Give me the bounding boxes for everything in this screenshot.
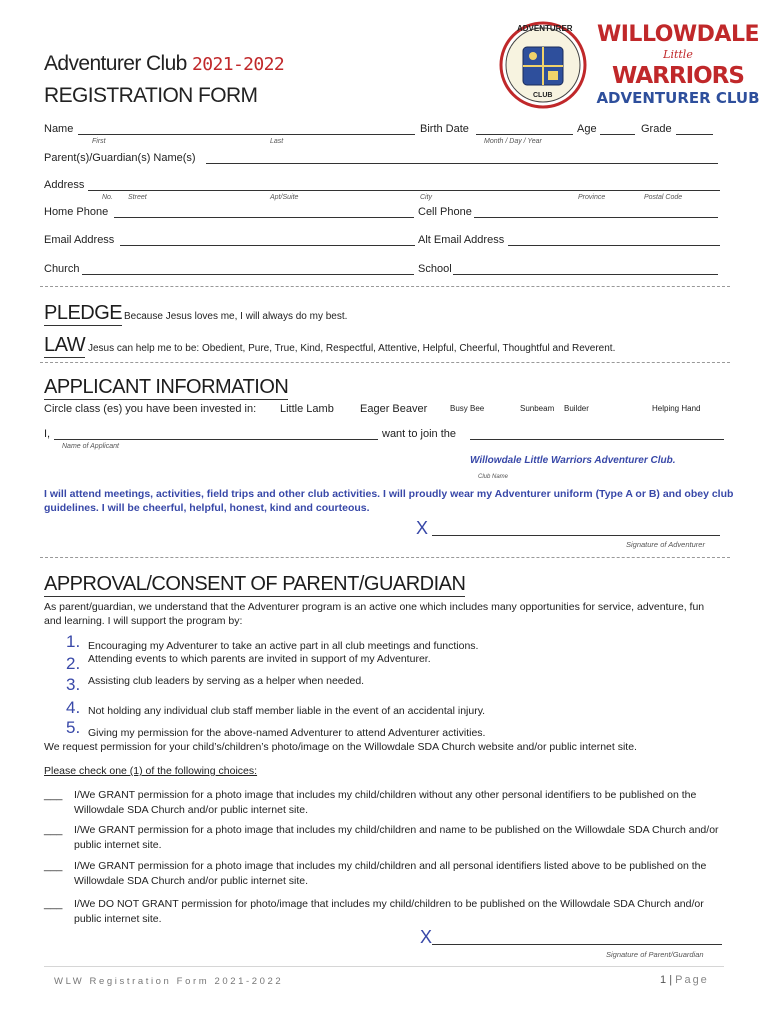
club-logo-text: WILLOWDALE Little WARRIORS ADVENTURER CLUB <box>596 22 760 107</box>
section-divider <box>40 362 730 363</box>
law-heading: LAW <box>44 334 86 356</box>
adventurer-signature-field[interactable] <box>432 535 720 536</box>
footer-rule <box>44 966 724 967</box>
form-subtitle: REGISTRATION FORM <box>44 84 258 107</box>
name-label: Name <box>44 123 74 135</box>
parent-label: Parent(s)/Guardian(s) Name(s) <box>44 152 196 164</box>
club-name-value: Willowdale Little Warriors Adventurer Club. <box>470 455 676 466</box>
name-field[interactable] <box>78 134 415 135</box>
age-label: Age <box>577 123 597 135</box>
consent-item: Giving my permission for the above-named Adventurer to attend Adventurer activities. <box>88 727 486 739</box>
church-label: Church <box>44 263 80 275</box>
law-text: Jesus can help me to be: Obedient, Pure, True, Kind, Respectful, Attentive, Helpful, Cheerful, Thoughtful and Reverent. <box>88 343 616 354</box>
address-label: Address <box>44 179 85 191</box>
school-label: School <box>418 263 452 275</box>
signature-x: X <box>420 927 433 947</box>
pledge-heading: PLEDGE <box>44 302 123 324</box>
choice-checkbox[interactable]: ___ <box>44 860 63 872</box>
consent-item: Encouraging my Adventurer to take an active part in all club meetings and functions. <box>88 640 479 652</box>
choice-checkbox[interactable]: ___ <box>44 898 63 910</box>
form-title: Adventurer Club 2021-2022 <box>44 52 285 75</box>
age-field[interactable] <box>600 134 635 135</box>
home-phone-field[interactable] <box>114 217 414 218</box>
alt-email-field[interactable] <box>508 245 720 246</box>
i-label: I, <box>44 428 51 440</box>
class-busy-bee[interactable]: Busy Bee <box>450 404 485 413</box>
class-sunbeam[interactable]: Sunbeam <box>520 404 555 413</box>
club-logo-badge: ADVENTURER CLUB <box>495 20 595 110</box>
consent-item: Assisting club leaders by serving as a helper when needed. <box>88 675 365 687</box>
parent-field[interactable] <box>206 163 718 164</box>
alt-email-label: Alt Email Address <box>418 234 505 246</box>
footer-title: WLW Registration Form 2021-2022 <box>54 976 284 987</box>
club-name-field[interactable] <box>470 439 724 440</box>
signature-x: X <box>416 518 429 538</box>
home-phone-label: Home Phone <box>44 206 109 218</box>
class-builder[interactable]: Builder <box>564 404 589 413</box>
choice-text: I/We GRANT permission for a photo image that includes my child/children and all personal identifiers listed above to be published on the Willowdale SDA Church and/or public internet site. <box>74 860 707 887</box>
pledge-text: Because Jesus loves me, I will always do my best. <box>124 311 348 322</box>
consent-item: Not holding any individual club staff member liable in the event of an accidental injury. <box>88 705 486 717</box>
consent-item: Attending events to which parents are invited in support of my Adventurer. <box>88 653 431 665</box>
email-label: Email Address <box>44 234 115 246</box>
photo-request: We request permission for your child’s/children’s photo/image on the Willowdale SDA Church website and/or public internet site. <box>44 741 637 753</box>
birth-date-field[interactable] <box>476 134 573 135</box>
consent-heading: APPROVAL/CONSENT OF PARENT/GUARDIAN <box>44 573 466 595</box>
school-field[interactable] <box>453 274 718 275</box>
class-eager-beaver[interactable]: Eager Beaver <box>360 403 428 415</box>
grade-label: Grade <box>641 123 672 135</box>
cell-phone-field[interactable] <box>474 217 718 218</box>
page-number: 1 | Page <box>660 974 709 986</box>
form-year: 2021-2022 <box>192 54 285 75</box>
choice-text: I/We GRANT permission for a photo image that includes my child/children and name to be published on the Willowdale SDA Church and/or public internet site. <box>74 824 719 851</box>
commitment-statement: I will attend meetings, activities, field trips and other club activities. I will proudly wear my Adventurer uniform (Type A or B) and obey club guidelines. I will be cheerful, helpful, honest, kind and courteous. <box>44 488 734 514</box>
choice-checkbox[interactable]: ___ <box>44 824 63 836</box>
cell-phone-label: Cell Phone <box>418 206 472 218</box>
class-little-lamb[interactable]: Little Lamb <box>280 403 334 415</box>
email-field[interactable] <box>120 245 415 246</box>
section-divider <box>40 286 730 287</box>
grade-field[interactable] <box>676 134 713 135</box>
address-field[interactable] <box>88 190 720 191</box>
applicant-heading: APPLICANT INFORMATION <box>44 376 289 398</box>
class-helping-hand[interactable]: Helping Hand <box>652 404 701 413</box>
choice-checkbox[interactable]: ___ <box>44 789 63 801</box>
want-to-join-label: want to join the <box>382 428 456 440</box>
section-divider <box>40 557 730 558</box>
birth-date-label: Birth Date <box>420 123 469 135</box>
choice-text: I/We DO NOT GRANT permission for photo/image that includes my child/children to be published on the Willowdale SDA Church and/or public internet site. <box>74 898 704 925</box>
check-instruction: Please check one (1) of the following choices: <box>44 765 258 777</box>
consent-intro: As parent/guardian, we understand that the Adventurer program is an active one which includes many opportunities for service, adventure, fun and learning. I will support the program by: <box>44 601 705 627</box>
choice-text: I/We GRANT permission for a photo image that includes my child/children without any other personal identifiers to be published on the Willowdale SDA Church and/or public internet site. <box>74 789 697 816</box>
parent-signature-field[interactable] <box>432 944 722 945</box>
church-field[interactable] <box>82 274 414 275</box>
circle-class-label: Circle class (es) you have been invested in: <box>44 403 257 415</box>
applicant-name-field[interactable] <box>54 439 378 440</box>
